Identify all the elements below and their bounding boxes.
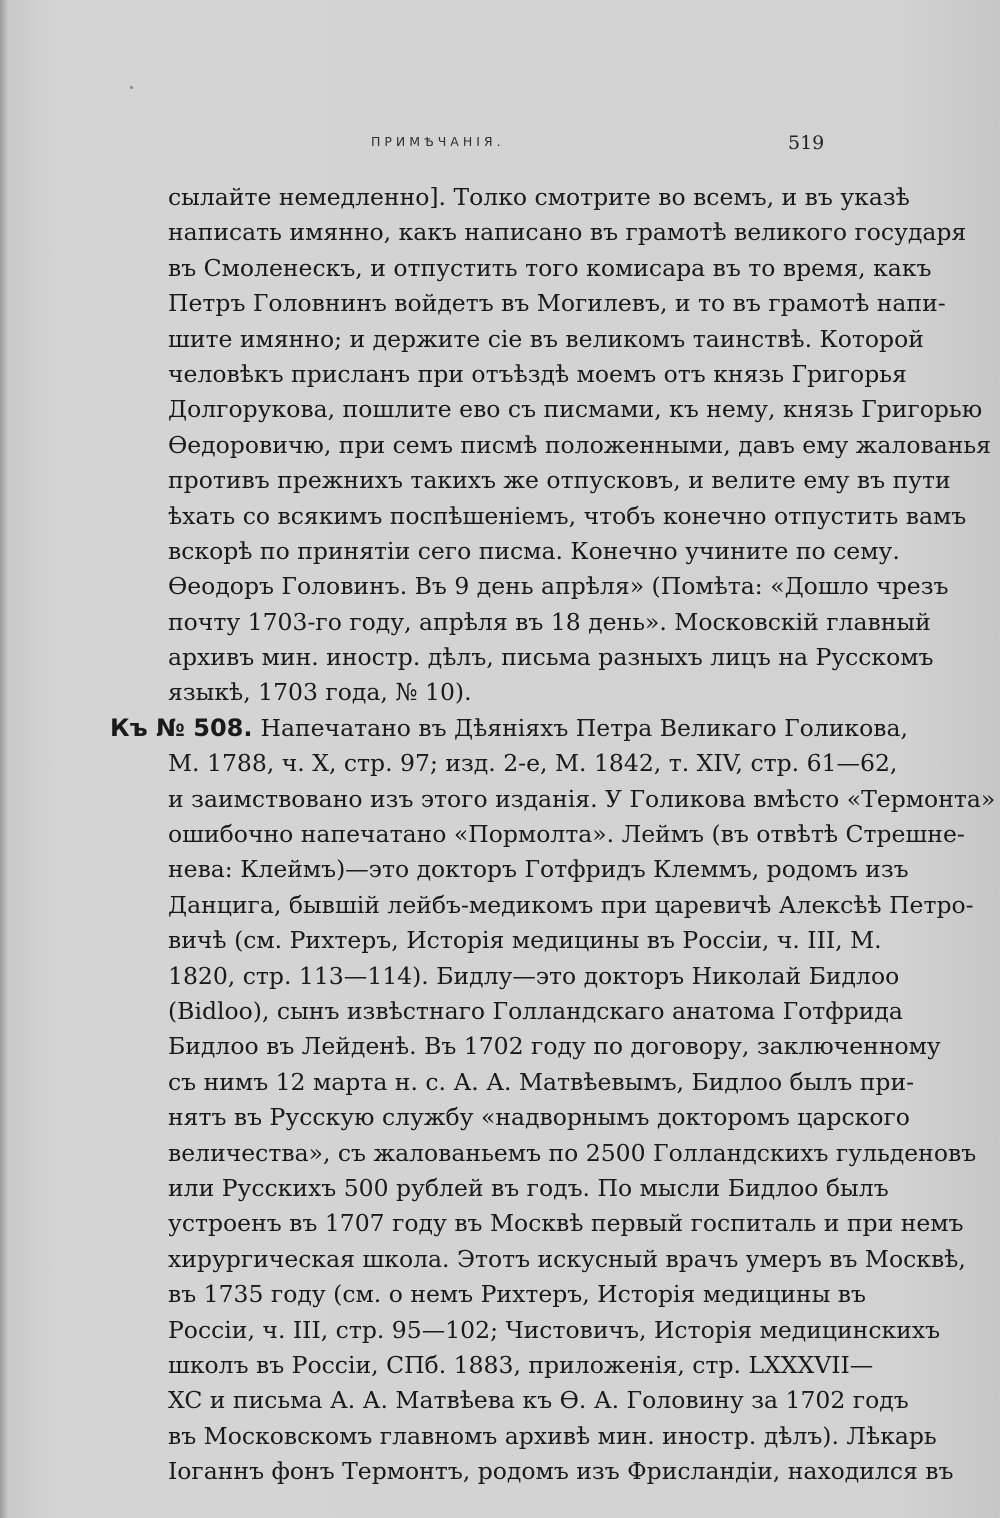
entry-text: Напечатано въ Дѣяніяхъ Петра Великаго Голикова, xyxy=(260,713,908,742)
text-line: почту 1703-го году, апрѣля въ 18 день». Московскій главный xyxy=(168,607,931,636)
text-line: Петръ Головнинъ войдетъ въ Могилевъ, и то въ грамотѣ напи- xyxy=(168,289,946,318)
entry-label: Къ № 508. xyxy=(110,713,253,742)
text-line: 1820, стр. 113—114). Бидлу—это докторъ Николай Бидлоо xyxy=(168,961,900,990)
text-line: Іоганнъ фонъ Термонтъ, родомъ изъ Фрисландіи, находился въ xyxy=(168,1457,954,1486)
text-line: нятъ въ Русскую службу «надворнымъ докторомъ царского xyxy=(168,1103,910,1132)
entry-508-first-line xyxy=(0,711,1000,746)
text-line: Долгорукова, пошлите ево съ писмами, къ нему, князь Григорью xyxy=(168,395,983,424)
running-head: ПРИМѢЧАНІЯ. xyxy=(371,134,505,149)
text-line: Ѳеодоръ Головинъ. Въ 9 день апрѣля» (Помѣта: «Дошло чрезъ xyxy=(168,572,949,601)
text-line: нева: Клеймъ)—это докторъ Готфридъ Клеммъ, родомъ изъ xyxy=(168,855,909,884)
text-line: въ Смоленескъ, и отпустить того комисара въ то время, какъ xyxy=(168,253,932,282)
text-line: или Русскихъ 500 рублей въ годъ. По мысли Бидлоо былъ xyxy=(168,1173,889,1202)
text-line: съ нимъ 12 марта н. с. А. А. Матвѣевымъ, Бидлоо былъ при- xyxy=(168,1067,915,1096)
text-line: шите имянно; и держите сіе въ великомъ таинствѣ. Которой xyxy=(168,324,924,353)
text-line: и заимствовано изъ этого изданія. У Голикова вмѣсто «Термонта» xyxy=(168,784,996,813)
text-line: вичѣ (см. Рихтеръ, Исторія медицины въ Россіи, ч. III, М. xyxy=(168,926,882,955)
text-line: ошибочно напечатано «Пормолта». Леймъ (въ отвѣтѣ Стрешне- xyxy=(168,820,965,849)
text-line: школъ въ Россіи, СПб. 1883, приложенія, стр. LXXXVII— xyxy=(168,1350,874,1379)
text-line: Россіи, ч. III, стр. 95—102; Чистовичъ, Исторія медицинскихъ xyxy=(168,1315,941,1344)
text-line: Бидлоо въ Лейденѣ. Въ 1702 году по договору, заключенному xyxy=(168,1032,941,1061)
text-line: языкѣ, 1703 года, № 10). xyxy=(168,678,472,707)
text-line: XC и письма А. А. Матвѣева къ Ѳ. А. Головину за 1702 годъ xyxy=(168,1386,909,1415)
page-number: 519 xyxy=(788,132,825,154)
text-line: архивъ мин. иностр. дѣлъ, письма разныхъ лицъ на Русскомъ xyxy=(168,643,934,672)
text-line: вскорѣ по принятіи сего писма. Конечно учините по сему. xyxy=(168,536,900,565)
text-line: устроенъ въ 1707 году въ Москвѣ первый госпиталь и при немъ xyxy=(168,1209,964,1238)
text-line: (Bidloo), сынъ извѣстнаго Голландскаго анатома Готфрида xyxy=(168,996,903,1025)
text-line: ѣхать со всякимъ поспѣшеніемъ, чтобъ конечно отпустить вамъ xyxy=(168,501,967,530)
text-line: Данцига, бывшій лейбъ-медикомъ при царевичѣ Алексѣѣ Петро- xyxy=(168,890,974,919)
text-line: написать имянно, какъ написано въ грамотѣ великого государя xyxy=(168,218,967,247)
text-line: величества», съ жалованьемъ по 2500 Голландскихъ гульденовъ xyxy=(168,1138,977,1167)
text-line: сылайте немедленно]. Толко смотрите во всемъ, и въ указѣ xyxy=(168,183,910,211)
text-line: М. 1788, ч. X, стр. 97; изд. 2-е, М. 1842, т. XIV, стр. 61—62, xyxy=(168,749,898,778)
text-line: въ Московскомъ главномъ архивѣ мин. иностр. дѣлъ). Лѣкарь xyxy=(168,1421,937,1450)
text-line: хирургическая школа. Этотъ искусный врачъ умеръ въ Москвѣ, xyxy=(168,1244,966,1273)
page-header xyxy=(0,132,1000,156)
text-line: Ѳедоровичю, при семъ писмѣ положенными, давъ ему жалованья xyxy=(168,430,991,459)
body-text xyxy=(0,180,1000,1489)
paper-speck xyxy=(130,86,133,89)
text-line: человѣкъ присланъ при отъѣздѣ моемъ отъ князь Григорья xyxy=(168,359,907,388)
text-line: противъ прежнихъ такихъ же отпусковъ, и велите ему въ пути xyxy=(168,466,951,495)
text-line: въ 1735 году (см. о немъ Рихтеръ, Исторія медицины въ xyxy=(168,1280,866,1309)
